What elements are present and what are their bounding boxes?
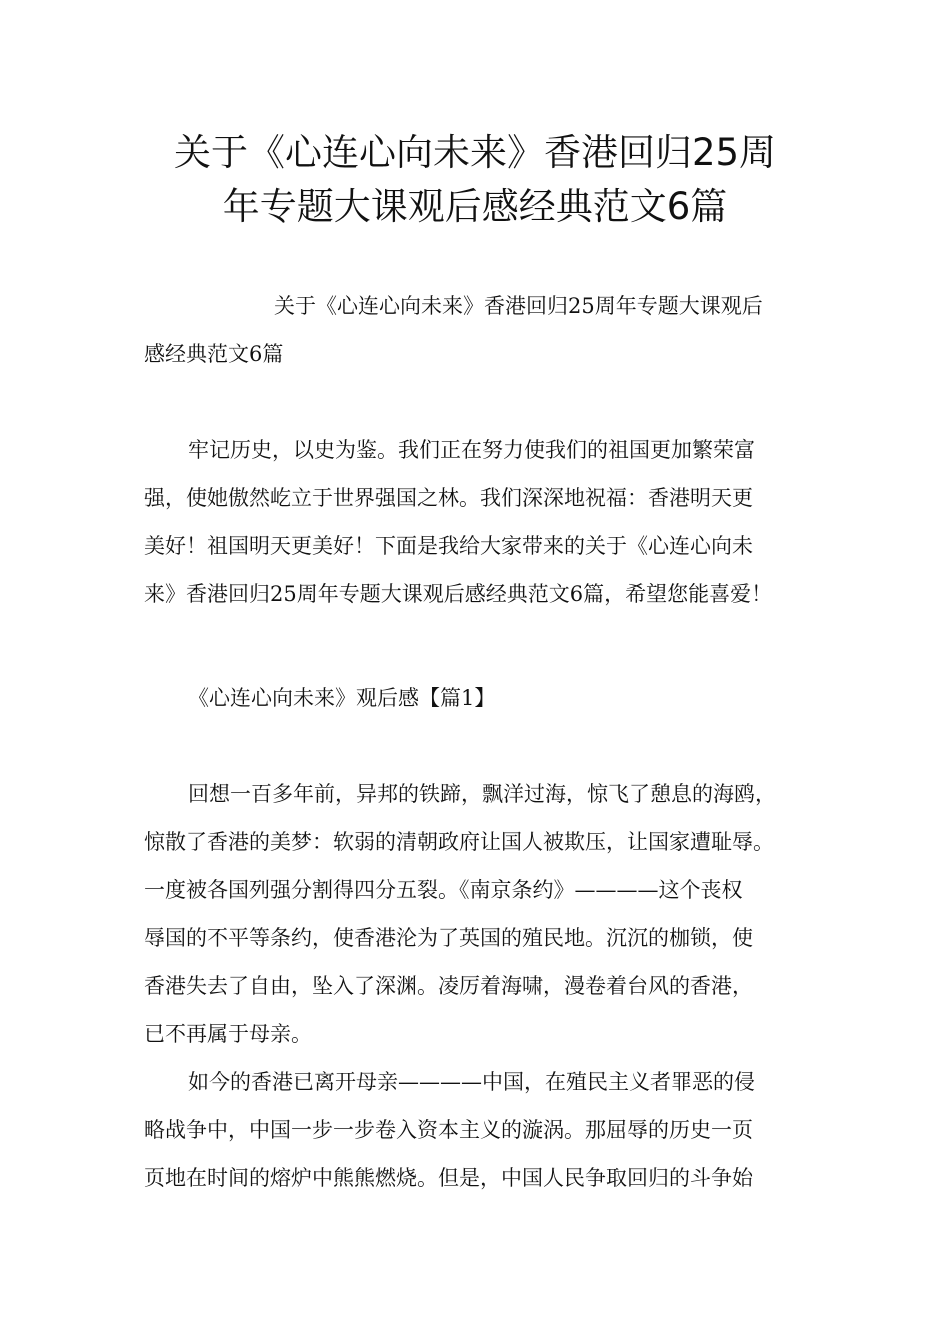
subtitle-line: 关于《心连心向未来》香港回归25周年专题大课观后 [274,294,763,318]
body-paragraph-2 [144,1058,809,1202]
paragraph-line: 页地在时间的熔炉中熊熊燃烧。但是，中国人民争取回归的斗争始 [144,1166,753,1190]
title-line: 年专题大课观后感经典范文6篇 [222,185,728,228]
intro-paragraph [144,426,809,618]
paragraph-line: 香港失去了自由，坠入了深渊。凌厉着海啸，漫卷着台风的香港， [144,974,753,998]
document-title [0,126,950,234]
paragraph-line: 已不再属于母亲。 [144,1022,312,1046]
body-paragraph-1 [144,770,809,1058]
paragraph-line: 牢记历史，以史为鉴。我们正在努力使我们的祖国更加繁荣富 [188,438,755,462]
paragraph-line: 如今的香港已离开母亲————中国，在殖民主义者罪恶的侵 [188,1070,755,1094]
paragraph-line: 美好！祖国明天更美好！下面是我给大家带来的关于《心连心向未 [144,534,753,558]
paragraph-line: 来》香港回归25周年专题大课观后感经典范文6篇，希望您能喜爱！ [144,582,773,606]
paragraph-line: 略战争中，中国一步一步卷入资本主义的漩涡。那屈辱的历史一页 [144,1118,753,1142]
title-line: 关于《心连心向未来》香港回归25周 [173,131,777,174]
paragraph-line: 惊散了香港的美梦：软弱的清朝政府让国人被欺压，让国家遭耻辱。 [144,830,774,854]
document-subtitle [144,282,809,378]
section-heading: 《心连心向未来》观后感【篇1】 [188,686,496,710]
subtitle-line: 感经典范文6篇 [144,342,284,366]
paragraph-line: 强，使她傲然屹立于世界强国之林。我们深深地祝福：香港明天更 [144,486,753,510]
paragraph-line: 回想一百多年前，异邦的铁蹄，飘洋过海，惊飞了憩息的海鸥， [188,782,776,806]
paragraph-line: 辱国的不平等条约，使香港沦为了英国的殖民地。沉沉的枷锁，使 [144,926,753,950]
paragraph-line: 一度被各国列强分割得四分五裂。《南京条约》————这个丧权 [144,878,743,902]
